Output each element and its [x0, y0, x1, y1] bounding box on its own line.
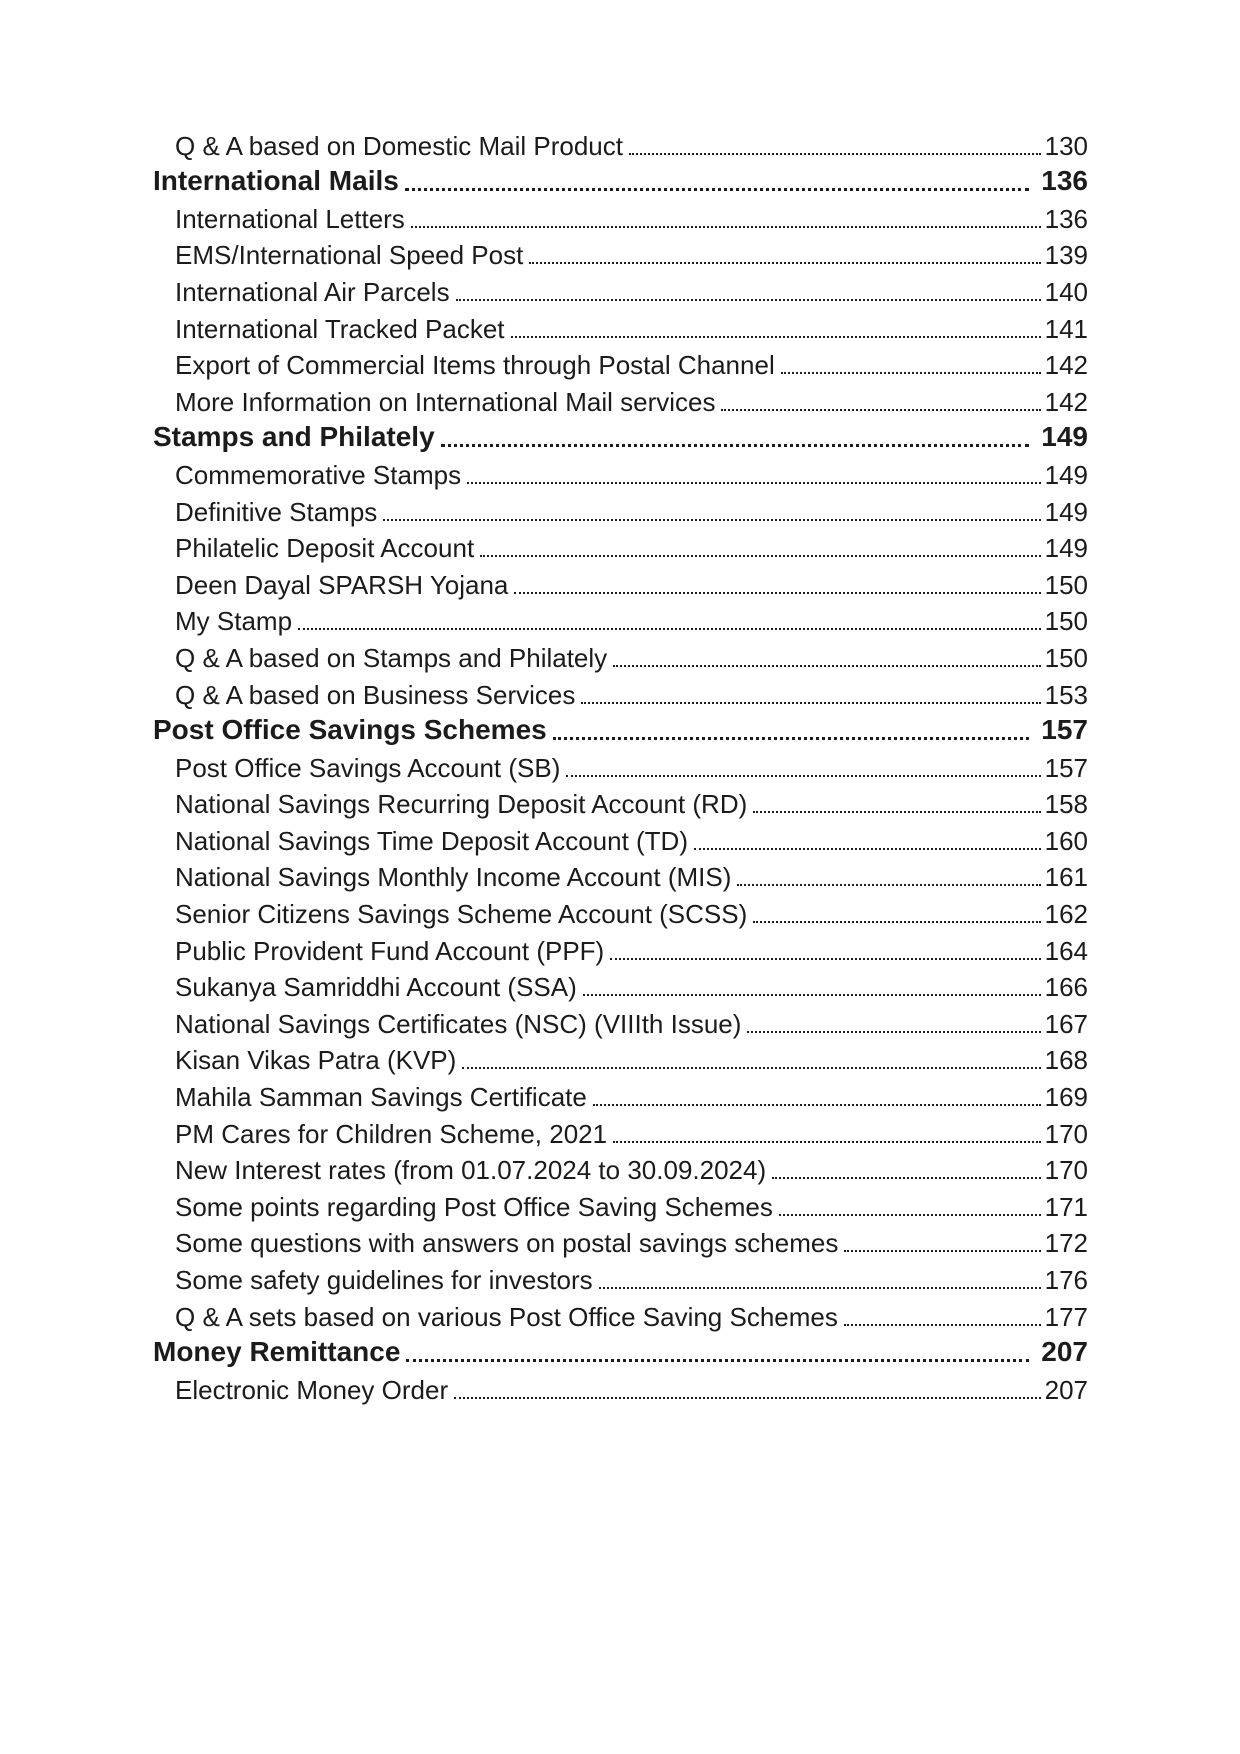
- toc-entry[interactable]: [153, 890, 1088, 930]
- toc-leader-dots: [406, 1359, 1029, 1362]
- toc-entry[interactable]: [153, 415, 1088, 452]
- toc-entry-label: International Air Parcels: [175, 276, 450, 307]
- toc-leader-dots: [298, 628, 1041, 630]
- toc-leader-dots: [456, 299, 1041, 301]
- toc-entry-page: 207: [1041, 1336, 1088, 1368]
- toc-entry[interactable]: [153, 1366, 1088, 1403]
- toc-entry[interactable]: [153, 671, 1088, 708]
- toc-entry[interactable]: [153, 159, 1088, 196]
- toc-entry-label: PM Cares for Children Scheme, 2021: [175, 1118, 608, 1149]
- toc-entry-page: 136: [1041, 165, 1088, 197]
- toc-entry-page: 158: [1044, 789, 1088, 820]
- toc-leader-dots: [480, 555, 1040, 557]
- toc-leader-dots: [844, 1324, 1041, 1326]
- toc-entry-label: Post Office Savings Schemes: [153, 714, 547, 746]
- toc-entry-page: 149: [1044, 533, 1088, 564]
- toc-entry[interactable]: [153, 634, 1088, 671]
- toc-leader-dots: [629, 153, 1041, 155]
- toc-entry-label: Some safety guidelines for investors: [175, 1265, 593, 1295]
- toc-leader-dots: [583, 994, 1041, 996]
- toc-entry[interactable]: [153, 1110, 1088, 1147]
- toc-entry-label: National Savings Recurring Deposit Account (RD): [175, 789, 748, 820]
- toc-list: [153, 122, 1088, 1403]
- toc-entry-label: Senior Citizens Savings Scheme Account (SCSS): [175, 899, 748, 930]
- toc-entry-label: More Information on International Mail services: [175, 386, 716, 417]
- toc-leader-dots: [772, 1177, 1040, 1179]
- toc-leader-dots: [721, 409, 1040, 411]
- toc-leader-dots: [753, 921, 1040, 923]
- toc-entry[interactable]: [153, 451, 1088, 488]
- toc-leader-dots: [383, 519, 1040, 521]
- toc-entry-label: National Savings Time Deposit Account (TD): [175, 825, 688, 856]
- toc-entry[interactable]: [153, 122, 1088, 159]
- toc-leader-dots: [753, 811, 1040, 813]
- toc-entry-label: Q & A sets based on various Post Office Saving Schemes: [175, 1301, 838, 1332]
- toc-entry[interactable]: [153, 708, 1088, 745]
- toc-entry-page: 150: [1044, 569, 1088, 600]
- toc-leader-dots: [454, 1397, 1041, 1399]
- toc-entry-page: 149: [1044, 459, 1088, 490]
- toc-entry[interactable]: [153, 598, 1088, 635]
- toc-entry[interactable]: [153, 195, 1088, 232]
- toc-entry-page: 139: [1044, 240, 1088, 271]
- toc-entry-label: Q & A based on Business Services: [175, 679, 576, 710]
- toc-entry[interactable]: [153, 305, 1088, 342]
- toc-entry[interactable]: [153, 1147, 1088, 1184]
- toc-entry[interactable]: [153, 964, 1088, 1001]
- toc-entry[interactable]: [153, 1000, 1088, 1037]
- toc-entry-page: 160: [1044, 825, 1088, 856]
- toc-leader-dots: [441, 444, 1030, 447]
- toc-entry[interactable]: [153, 561, 1088, 598]
- toc-entry-page: 164: [1044, 935, 1088, 966]
- toc-entry-page: 130: [1044, 130, 1088, 161]
- toc-entry-label: Stamps and Philately: [153, 421, 435, 453]
- toc-leader-dots: [553, 737, 1030, 740]
- toc-leader-dots: [844, 1250, 1040, 1252]
- toc-entry-page: 153: [1044, 679, 1088, 710]
- toc-entry-label: Q & A based on Domestic Mail Product: [175, 130, 623, 161]
- toc-leader-dots: [613, 665, 1040, 667]
- toc-entry-page: 142: [1044, 350, 1088, 381]
- toc-entry[interactable]: [153, 232, 1088, 269]
- toc-entry-page: 149: [1041, 421, 1088, 453]
- toc-entry-page: 157: [1041, 714, 1088, 746]
- toc-entry[interactable]: [153, 744, 1088, 781]
- toc-leader-dots: [599, 1287, 1041, 1289]
- toc-entry[interactable]: [153, 1037, 1088, 1074]
- toc-entry-page: 162: [1044, 899, 1088, 930]
- toc-entry-label: International Tracked Packet: [175, 313, 505, 344]
- toc-leader-dots: [405, 188, 1029, 191]
- toc-entry-label: Q & A based on Stamps and Philately: [175, 642, 608, 673]
- toc-entry-page: 171: [1044, 1191, 1088, 1222]
- toc-leader-dots: [411, 226, 1041, 228]
- toc-entry-label: Post Office Savings Account (SB): [175, 752, 561, 783]
- toc-entry-label: Export of Commercial Items through Postal Channel: [175, 350, 775, 381]
- toc-leader-dots: [737, 884, 1040, 886]
- toc-leader-dots: [581, 702, 1040, 704]
- toc-entry-label: Public Provident Fund Account (PPF): [175, 935, 605, 966]
- toc-entry[interactable]: [153, 1293, 1088, 1330]
- toc-entry-page: 149: [1044, 496, 1088, 527]
- toc-entry-page: 167: [1044, 1008, 1088, 1039]
- toc-entry-page: 141: [1044, 313, 1088, 344]
- toc-leader-dots: [694, 848, 1041, 850]
- toc-entry-label: Some questions with answers on postal savings schemes: [175, 1228, 839, 1259]
- toc-entry[interactable]: [153, 854, 1088, 891]
- toc-leader-dots: [462, 1067, 1040, 1069]
- toc-entry-page: 157: [1044, 752, 1088, 783]
- toc-entry-page: 142: [1044, 386, 1088, 417]
- toc-leader-dots: [613, 1141, 1041, 1143]
- toc-entry-page: 166: [1044, 972, 1088, 1003]
- toc-entry-label: Deen Dayal SPARSH Yojana: [175, 569, 509, 600]
- toc-entry-label: International Letters: [175, 203, 405, 234]
- toc-leader-dots: [514, 592, 1040, 594]
- toc-entry-page: 150: [1044, 606, 1088, 637]
- toc-entry-page: 176: [1044, 1265, 1088, 1295]
- toc-leader-dots: [610, 958, 1040, 960]
- toc-entry-label: Sukanya Samriddhi Account (SSA): [175, 972, 577, 1003]
- toc-entry-page: 168: [1044, 1045, 1088, 1076]
- toc-entry-label: Mahila Samman Savings Certificate: [175, 1082, 587, 1113]
- toc-entry-label: Commemorative Stamps: [175, 459, 462, 490]
- toc-entry[interactable]: [153, 378, 1088, 415]
- toc-entry-page: 207: [1044, 1374, 1088, 1405]
- toc-entry[interactable]: [153, 1183, 1088, 1220]
- toc-entry-page: 150: [1044, 642, 1088, 673]
- toc-entry-page: 170: [1044, 1155, 1088, 1186]
- toc-entry-page: 136: [1044, 203, 1088, 234]
- toc-entry[interactable]: [153, 927, 1088, 964]
- toc-leader-dots: [747, 1031, 1040, 1033]
- toc-entry[interactable]: [153, 1073, 1088, 1113]
- toc-entry[interactable]: [153, 1220, 1088, 1257]
- toc-leader-dots: [511, 336, 1041, 338]
- toc-leader-dots: [593, 1104, 1041, 1106]
- toc-entry-label: National Savings Monthly Income Account (MIS): [175, 862, 732, 893]
- toc-leader-dots: [566, 775, 1040, 777]
- toc-entry-label: National Savings Certificates (NSC) (VIIIth Issue): [175, 1008, 742, 1039]
- toc-entry-page: 170: [1044, 1118, 1088, 1149]
- toc-entry[interactable]: [153, 1256, 1088, 1293]
- toc-leader-dots: [529, 262, 1040, 264]
- toc-entry-page: 161: [1044, 862, 1088, 893]
- toc-entry[interactable]: [153, 268, 1088, 305]
- toc-entry-label: Money Remittance: [153, 1336, 401, 1368]
- toc-entry-label: My Stamp: [175, 606, 293, 637]
- toc-entry[interactable]: [153, 781, 1088, 818]
- toc-entry-label: International Mails: [153, 165, 399, 197]
- toc-leader-dots: [781, 372, 1041, 374]
- toc-entry-label: Definitive Stamps: [175, 496, 378, 527]
- toc-entry-page: 169: [1044, 1082, 1088, 1113]
- toc-entry[interactable]: [153, 817, 1088, 854]
- toc-entry-page: 140: [1044, 276, 1088, 307]
- toc-entry-label: Philatelic Deposit Account: [175, 533, 475, 564]
- toc-entry-page: 172: [1044, 1228, 1088, 1259]
- toc-entry-label: New Interest rates (from 01.07.2024 to 30.09.2024): [175, 1155, 767, 1186]
- toc-leader-dots: [467, 482, 1041, 484]
- toc-entry-label: Electronic Money Order: [175, 1374, 449, 1405]
- toc-entry[interactable]: [153, 525, 1088, 562]
- toc-entry[interactable]: [153, 342, 1088, 379]
- toc-leader-dots: [779, 1214, 1041, 1216]
- toc-entry[interactable]: [153, 1330, 1088, 1367]
- toc-entry-label: EMS/International Speed Post: [175, 240, 524, 271]
- toc-entry-label: Some points regarding Post Office Saving Schemes: [175, 1191, 773, 1222]
- toc-entry[interactable]: [153, 488, 1088, 525]
- toc-entry-page: 177: [1044, 1301, 1088, 1332]
- toc-entry-label: Kisan Vikas Patra (KVP): [175, 1045, 457, 1076]
